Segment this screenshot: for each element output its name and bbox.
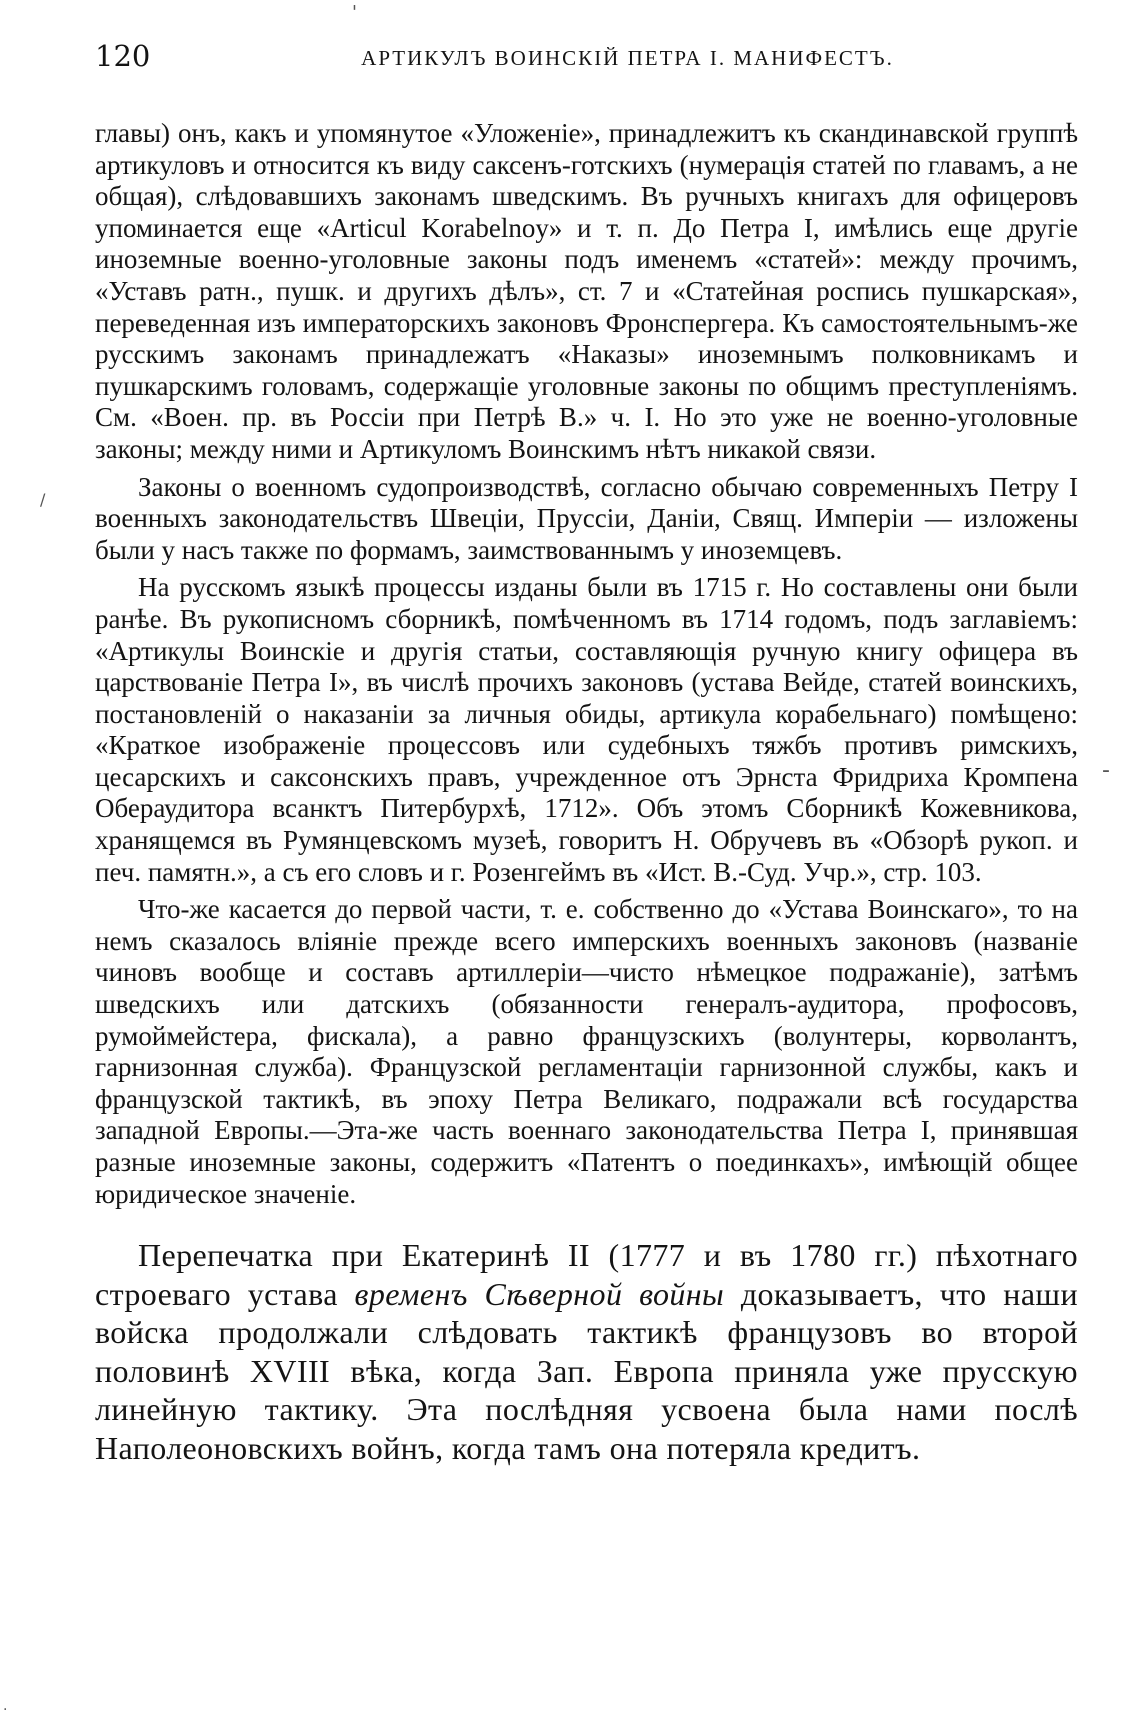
- paragraph-processes: На русскомъ языкѣ процессы изданы были въ 1715 г. Но составлены они были ранѣе. Въ рукописномъ сборникѣ, помѣченномъ въ 1714 годомъ, подъ заглавіемъ: «Артикулы Воинскіе и другія статьи, составляющія ручную книгу офицера въ царствованіе Петра I», въ числѣ прочихъ законовъ (устава Вейде, статей воинскихъ, постановленій о наказаніи за личныя обиды, артикула корабельнаго) помѣщено: «Краткое изображеніе процессовъ или судебныхъ тяжбъ противъ римскихъ, цесарскихъ и саксонскихъ правъ, учрежденное отъ Эрнста Фридриха Кромпена Обераудитора всанктъ Питербурхѣ, 1712». Объ этомъ Сборникѣ Кожевникова, хранящемся въ Румянцевскомъ музеѣ, говоритъ Н. Обручевъ въ «Обзорѣ рукоп. и печ. памятн.», а съ его словъ и г. Розенгеймъ въ «Ист. В.-Суд. Учр.», стр. 103.: [95, 572, 1078, 887]
- paragraph-continuation: главы) онъ, какъ и упомянутое «Уложеніе», принадлежитъ къ скандинавской группѣ артикуловъ и относится къ виду саксенъ-готскихъ (нумерація статей по главамъ, а не общая), слѣдовавшихъ законамъ шведскимъ. Въ ручныхъ книгахъ для офицеровъ упоминается еще «Articul Korabelnoy» и т. п. До Петра I, имѣлись еще другіе иноземные военно-уголовные законы подъ именемъ «статей»: между прочимъ, «Уставъ ратн., пушк. и другихъ дѣлъ», ст. 7 и «Статейная роспись пушкарская», переведенная изъ императорскихъ законовъ Фронспергера. Къ самостоятельнымъ-же русскимъ законамъ принадлежатъ «Наказы» иноземнымъ полковникамъ и пушкарскимъ головамъ, содержащіе уголовные законы по общимъ преступленіямъ. См. «Воен. пр. въ Россіи при Петрѣ В.» ч. I. Но это уже не военно-уголовные законы; между ними и Артикуломъ Воинскимъ нѣтъ никакой связи.: [95, 118, 1078, 464]
- page-header: [95, 36, 1070, 76]
- printer-mark-top: ': [352, 2, 357, 23]
- reprint-italic-phrase: временъ Сѣверной войны: [354, 1275, 725, 1312]
- margin-mark-left: /: [40, 490, 46, 509]
- paragraph-court-procedure: Законы о военномъ судопроизводствѣ, согласно обычаю современныхъ Петру I военныхъ законодательствъ Швеціи, Пруссіи, Даніи, Свящ. Имперіи — изложены были у насъ также по формамъ, заимствованнымъ у иноземцевъ.: [95, 471, 1078, 565]
- reprint-text-start: Перепечатка при Екатеринѣ II (1777 и въ 1780 гг.) пѣхотнаго строеваго устава: [95, 1237, 1078, 1312]
- reprint-text-end: доказываетъ, что наши войска продолжали слѣдовать тактикѣ французовъ во второй половинѣ XVIII вѣка, когда Зап. Европа приняла уже прусскую линейную тактику. Эта послѣдняя усвоена была нами послѣ Наполеоновскихъ войнъ, когда тамъ она потеряла кредитъ.: [95, 1275, 1078, 1466]
- paragraph-military-statute: Что-же касается до первой части, т. е. собственно до «Устава Воинскаго», то на немъ сказалось вліяніе прежде всего имперскихъ военныхъ законовъ (названіе чиновъ вообще и составъ артиллеріи—чисто нѣмецкое подражаніе), затѣмъ шведскихъ или датскихъ (обязанности генералъ-аудитора, профосовъ, румоймейстера, фискала), а равно французскихъ (волунтеры, корволантъ, гарнизонная служба). Французской регламентаціи гарнизонной службы, какъ и французской тактикѣ, въ эпоху Петра Великаго, подражали всѣ государства западной Европы.—Эта-же часть военнаго законодательства Петра I, принявшая разные иноземные законы, содержитъ «Патентъ о поединкахъ», имѣющій общее юридическое значеніе.: [95, 894, 1078, 1209]
- page-number: 120: [95, 39, 151, 73]
- running-title: АРТИКУЛЪ ВОИНСКІЙ ПЕТРА I. МАНИФЕСТЪ.: [361, 46, 894, 70]
- body-text: [95, 118, 1078, 1499]
- paragraph-reprint: [95, 1236, 1078, 1467]
- margin-mark-right: -: [1102, 758, 1110, 783]
- margin-mark-bottom: .: [3, 1698, 8, 1714]
